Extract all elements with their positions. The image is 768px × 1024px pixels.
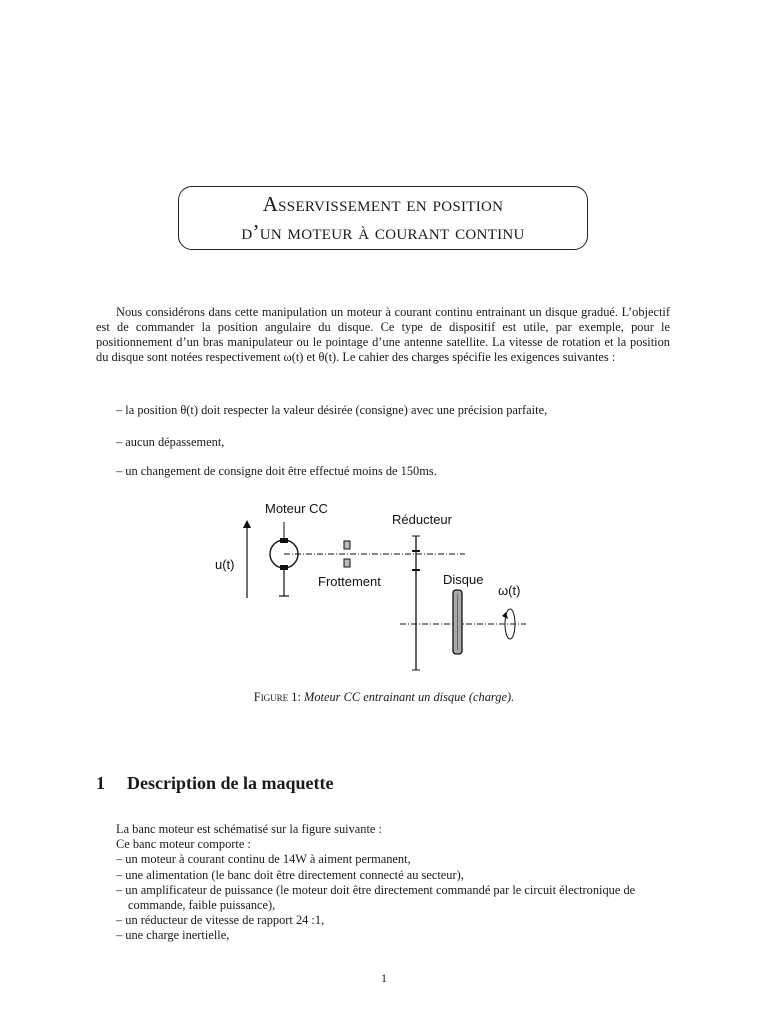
disk-label: Disque (443, 572, 484, 587)
input-arrowhead (243, 520, 251, 528)
intro-paragraph: Nous considérons dans cette manipulation un moteur à courant continu entrainant un disque gradué. L’objectif est de commander la position angulaire du disque. Ce type de dispositif est utile, par exemple, pour le positionnement d’un bras manipulateur ou le pointage d’une antenne satellite. La vitesse de rotation et la position du disque sont notées respectivement ω(t) et θ(t). Le cahier des charges spécifie les exigences suivantes : (96, 305, 670, 364)
description-block (116, 822, 676, 944)
motor-disk-diagram (200, 498, 560, 676)
title-box (178, 186, 588, 250)
friction-block-bottom (344, 559, 350, 567)
title-line-2: d’un moteur à courant continu (241, 220, 525, 244)
section-title: Description de la maquette (127, 773, 334, 793)
section-heading (96, 773, 333, 794)
list-item: – une charge inertielle, (116, 928, 230, 943)
page-number: 1 (381, 971, 387, 985)
motor-label: Moteur CC (265, 501, 328, 516)
list-item: – un réducteur de vitesse de rapport 24 :1, (116, 913, 325, 928)
list-item: – un amplificateur de puissance (le moteur doit être directement commandé par le circuit électronique de commande, faible puissance), (116, 882, 636, 913)
figure-caption (0, 690, 768, 705)
list-item: – un moteur à courant continu de 14W à aiment permanent, (116, 852, 411, 867)
friction-label: Frottement (318, 574, 381, 589)
title-line-1: Asservissement en position (262, 192, 504, 216)
caption-prefix: Figure 1: (253, 690, 301, 704)
motor-brush-bottom (280, 565, 288, 570)
description-intro: La banc moteur est schématisé sur la figure suivante : (116, 822, 382, 836)
section-number: 1 (96, 773, 105, 793)
list-item: – une alimentation (le banc doit être directement connecté au secteur), (116, 867, 464, 882)
motor-brush-top (280, 538, 288, 543)
input-label: u(t) (215, 557, 235, 572)
requirement-item: – aucun dépassement, (116, 435, 225, 449)
caption-text: Moteur CC entrainant un disque (charge). (304, 690, 515, 704)
reducer-label: Réducteur (392, 512, 452, 527)
friction-block-top (344, 541, 350, 549)
requirement-item: – un changement de consigne doit être effectué moins de 150ms. (116, 464, 437, 478)
description-lead: Ce banc moteur comporte : (116, 837, 251, 852)
speed-label: ω(t) (498, 583, 521, 598)
requirement-item: – la position θ(t) doit respecter la valeur désirée (consigne) avec une précision parfaite, (116, 403, 548, 417)
